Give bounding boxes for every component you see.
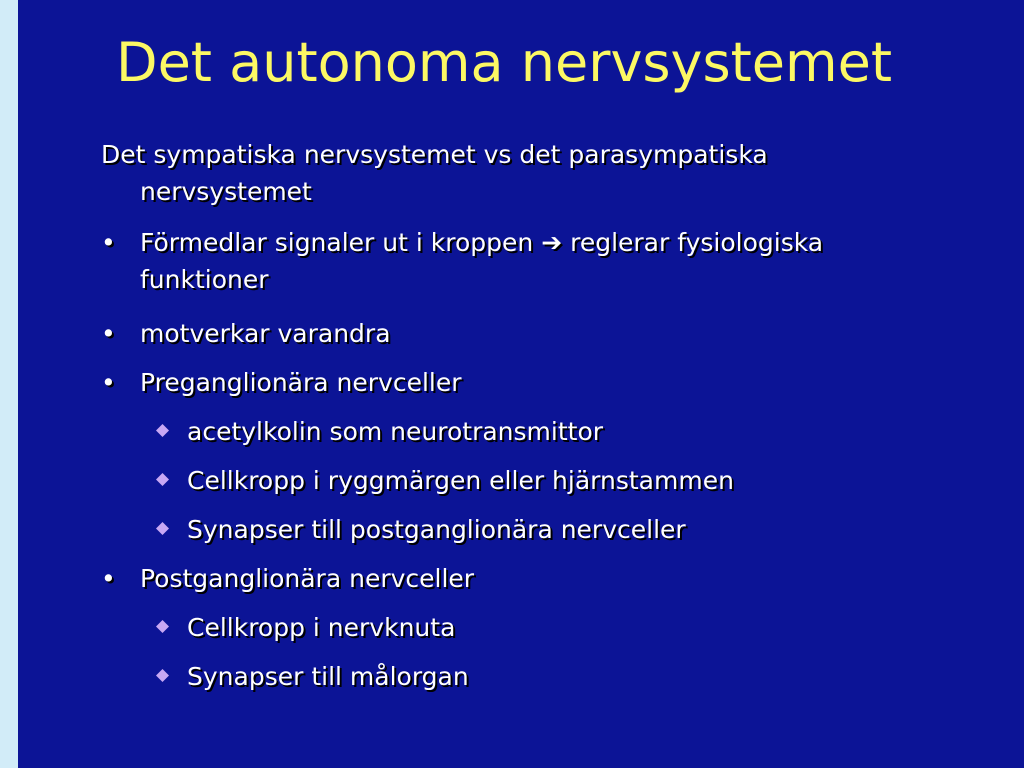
bullet-text-part-1: Förmedlar signaler ut i kroppen	[140, 228, 534, 257]
bullet-item-preganglionic	[101, 364, 462, 401]
sub-item-synapses-post	[156, 511, 686, 548]
bullet-text: motverkar varandra	[140, 319, 391, 348]
bullet-text-line-2: funktioner	[140, 265, 269, 294]
bullet-icon: •	[101, 564, 116, 593]
left-accent-strip	[0, 0, 18, 768]
bullet-icon: •	[101, 368, 116, 397]
sub-item-text: Cellkropp i ryggmärgen eller hjärnstammen	[187, 466, 734, 495]
intro-text	[101, 136, 768, 210]
slide-body	[18, 0, 1024, 768]
sub-item-synapses-target	[156, 658, 469, 695]
sub-item-text: Synapser till postganglionära nervceller	[187, 515, 686, 544]
sub-item-cell-body-spinal	[156, 462, 734, 499]
right-arrow-icon: ➔	[541, 228, 563, 257]
bullet-text: Preganglionära nervceller	[140, 368, 462, 397]
bullet-text-part-2: reglerar fysiologiska	[570, 228, 824, 257]
bullet-item-signals	[101, 224, 823, 298]
diamond-bullet-icon	[156, 473, 169, 486]
bullet-icon: •	[101, 228, 116, 257]
diamond-bullet-icon	[156, 620, 169, 633]
slide	[18, 0, 1024, 768]
diamond-bullet-icon	[156, 522, 169, 535]
bullet-text: Postganglionära nervceller	[140, 564, 475, 593]
sub-item-text: acetylkolin som neurotransmittor	[187, 417, 604, 446]
bullet-item-postganglionic	[101, 560, 474, 597]
bullet-text	[101, 224, 823, 298]
diamond-bullet-icon	[156, 424, 169, 437]
slide-title: Det autonoma nervsystemet	[116, 31, 893, 94]
bullet-icon: •	[101, 319, 116, 348]
sub-item-text: Cellkropp i nervknuta	[187, 613, 456, 642]
diamond-bullet-icon	[156, 669, 169, 682]
sub-item-acetylcholine	[156, 413, 603, 450]
intro-line-2: nervsystemet	[140, 177, 312, 206]
sub-item-text: Synapser till målorgan	[187, 662, 469, 691]
intro-line-1: Det sympatiska nervsystemet vs det parasympatiska	[101, 140, 768, 169]
bullet-item-counteract	[101, 315, 391, 352]
sub-item-cell-body-ganglion	[156, 609, 455, 646]
